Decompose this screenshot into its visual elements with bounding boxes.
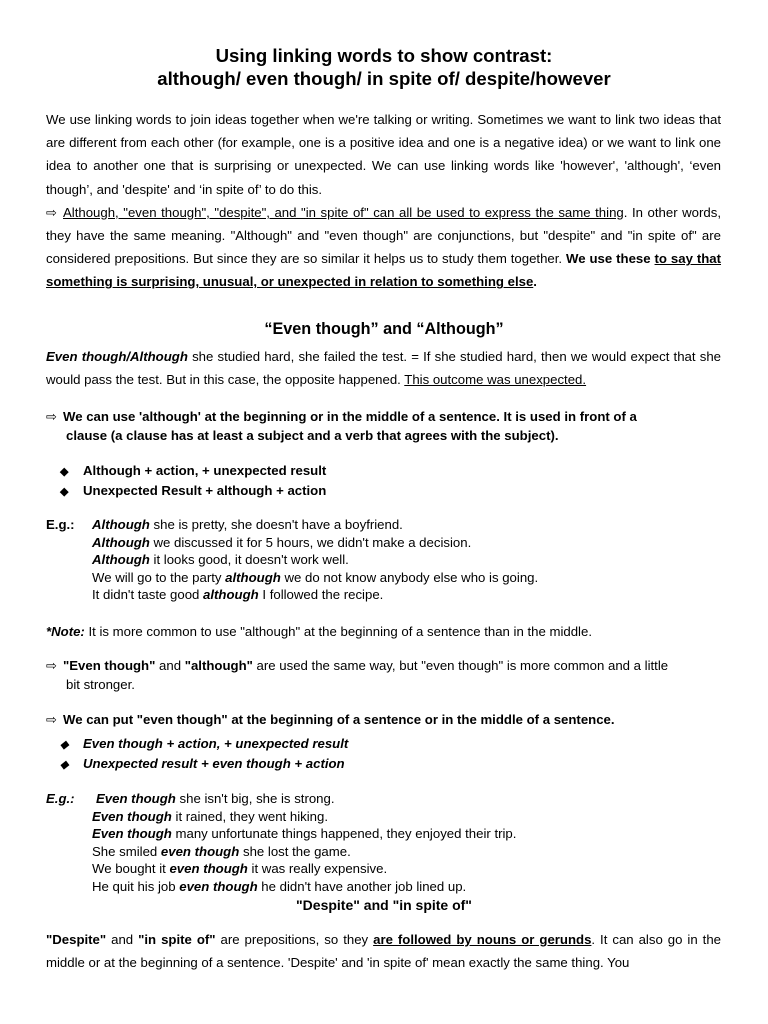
example-sentence: She smiled even though she lost the game. — [92, 843, 351, 859]
eg-label: E.g.: — [46, 791, 75, 806]
section-heading-even-though: “Even though” and “Although” — [264, 320, 504, 338]
diamond-bullet-icon: ◆ — [60, 485, 69, 498]
example-sentence: Although she is pretty, she doesn't have a boyfriend. — [92, 517, 403, 532]
title-line-2: although/ even though/ in spite of/ despite/however — [157, 68, 611, 89]
example-underlined: This outcome was unexpected. — [404, 372, 587, 388]
example-sentence: Even though it rained, they went hiking. — [92, 808, 328, 824]
example-sentence: It didn't taste good although I followed the recipe. — [92, 587, 384, 603]
even-though-structure-list — [60, 734, 348, 773]
example-sentence: He quit his job even though he didn't have another job lined up. — [92, 878, 467, 894]
example-rest: she studied hard, she failed the test. = If she studied hard, then we would expect that she would pass the test. But in this case, the opposite happened. — [46, 349, 721, 388]
note-text: It is more common to use "although" at the beginning of a sentence than in the middle. — [84, 624, 592, 639]
rule3-text: We can put "even though" at the beginning of a sentence or in the middle of a sentence. — [63, 712, 615, 727]
diamond-bullet-icon: ◆ — [60, 758, 69, 771]
example-sentence: We will go to the party although we do not know anybody else who is going. — [92, 569, 539, 585]
list-item: ◆ Unexpected result + even though + action — [60, 754, 348, 774]
example-sentence: Although we discussed it for 5 hours, we didn't make a decision. — [92, 534, 472, 550]
list-item: ◆ Although + action, + unexpected result — [60, 461, 326, 481]
intro-text: We use linking words to join ideas together when we're talking or writing. Sometimes we want to link two ideas that are different from each other (for example, one is a positive idea and one is a negative idea) or we want to link one idea to another one that is surprising or unexpected. We can use linking words like 'however', 'although', ‘even though’, and 'despite' and ‘in spite of’ to do this. — [46, 112, 721, 197]
example-lead: Even though/Although — [46, 349, 188, 364]
example-sentence: Even though she isn't big, she is strong. — [96, 791, 335, 806]
right-arrow-icon: ⇨ — [46, 409, 58, 424]
rule-even-though-strength: ⇨ "Even though" and "although" are used the same way, but "even though" is more common and a little bit stronger. — [46, 656, 721, 695]
list-item: ◆ Unexpected Result + although + action — [60, 481, 326, 501]
rule1-line2: clause (a clause has at least a subject and a verb that agrees with the subject). — [66, 428, 559, 444]
example-sentence: Even though many unfortunate things happened, they enjoyed their trip. — [92, 826, 517, 842]
rule1-line1: We can use 'although' at the beginning or in the middle of a sentence. It is used in front of a — [63, 409, 637, 424]
intro-underlined-statement: Although, "even though", "despite", and "in spite of" can all be used to express the same thing — [63, 204, 624, 220]
note-label: *Note: — [46, 624, 85, 639]
diamond-bullet-icon: ◆ — [60, 739, 69, 751]
section-heading-despite: "Despite" and "in spite of" — [296, 897, 472, 913]
intro-bold-underlined: to say that something is surprising, unusual, or unexpected in relation to something else — [46, 251, 722, 290]
example-sentence: We bought it even though it was really expensive. — [92, 861, 388, 877]
rule-although-position — [46, 407, 721, 446]
example-sentence: Although it looks good, it doesn't work well. — [92, 552, 349, 568]
right-arrow-icon: ⇨ — [46, 712, 58, 727]
diamond-bullet-icon: ◆ — [60, 466, 69, 478]
rule-even-though-position — [46, 710, 721, 729]
although-structure-list — [60, 461, 326, 500]
despite-paragraph: "Despite" and "in spite of" are prepositions, so they are followed by nouns or gerunds. It can also go in the middle or at the beginning of a sentence. 'Despite' and 'in spite of' mean exactly the same thing. You — [46, 932, 721, 971]
document-title — [0, 44, 768, 90]
intro-paragraph — [46, 108, 721, 294]
rule2-line2: bit stronger. — [66, 677, 135, 693]
intro-bold-lead: We use these — [566, 251, 655, 267]
list-item: ◆ Even though + action, + unexpected result — [60, 734, 348, 754]
right-arrow-icon: ⇨ — [46, 204, 58, 220]
right-arrow-icon: ⇨ — [46, 658, 58, 673]
despite-underlined: are followed by nouns or gerunds — [373, 932, 592, 947]
eg-label: E.g.: — [46, 517, 75, 532]
intro-explanation: . In other words, they have the same meaning. "Although" and "even though" are conjunctions, but "despite" and "in spite of" are considered prepositions. But since they are so similar it helps us to study them together. — [46, 204, 721, 267]
intro-bold-end: . — [533, 274, 537, 290]
title-line-1: Using linking words to show contrast: — [215, 45, 553, 66]
even-though-example-paragraph — [46, 345, 721, 391]
note-paragraph — [46, 620, 721, 643]
